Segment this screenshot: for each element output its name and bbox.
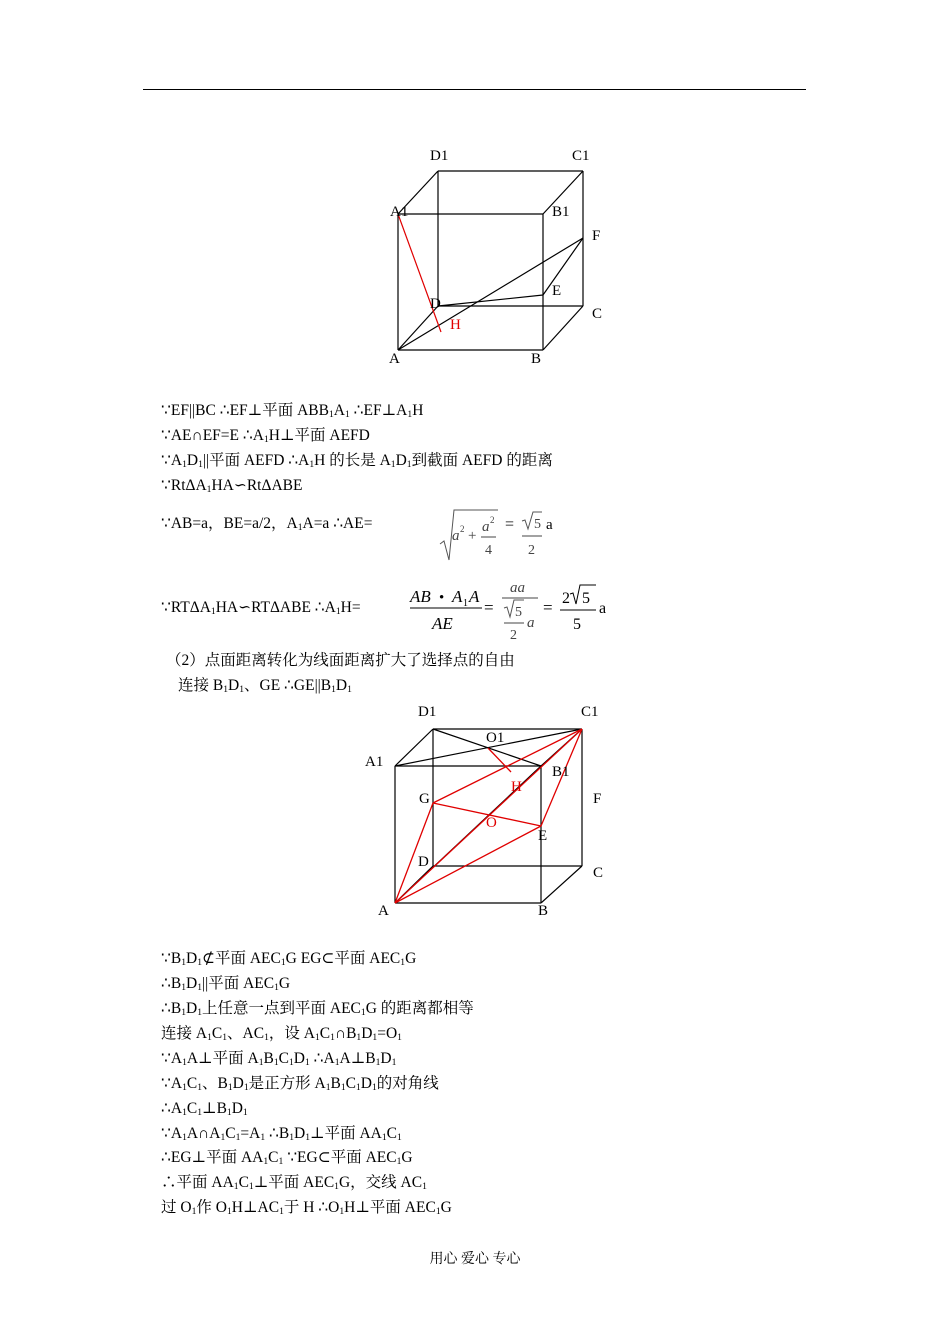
svg-text:+: + bbox=[468, 528, 477, 544]
subscript: 1 bbox=[391, 1056, 397, 1068]
text-run: ∵A bbox=[161, 452, 183, 469]
text-run: ∩B bbox=[334, 1025, 357, 1042]
subscript: 1 bbox=[334, 1056, 340, 1068]
subscript: 1 bbox=[207, 1031, 212, 1043]
text-run: G bbox=[405, 950, 417, 967]
text-run: 作 O bbox=[196, 1199, 227, 1216]
text-run: ⊥B bbox=[202, 1100, 227, 1117]
svg-text:2: 2 bbox=[528, 543, 535, 558]
proof2-line10 bbox=[161, 1173, 427, 1193]
text-run: ||平面 AEFD ∴A bbox=[202, 452, 310, 469]
subscript: 1 bbox=[274, 981, 279, 993]
text-run: D bbox=[361, 1025, 373, 1042]
subscript: 1 bbox=[375, 1056, 381, 1068]
svg-text:a: a bbox=[482, 519, 490, 535]
subscript: 1 bbox=[258, 1056, 264, 1068]
text-run: H 的长是 A bbox=[314, 452, 391, 469]
text-run: ，设 A bbox=[268, 1025, 315, 1042]
text-run: 、GE ∴GE||B bbox=[244, 677, 332, 694]
label-D1: D1 bbox=[418, 704, 437, 720]
svg-text:A: A bbox=[452, 587, 463, 606]
proof2-line2 bbox=[161, 974, 290, 994]
subscript: 1 bbox=[233, 1180, 239, 1192]
text-run: D bbox=[395, 452, 407, 469]
svg-text:5: 5 bbox=[534, 517, 541, 532]
subscript: 1 bbox=[356, 1031, 362, 1043]
subscript: 1 bbox=[226, 1205, 232, 1217]
subscript: 1 bbox=[197, 1106, 202, 1118]
proof1-line3 bbox=[161, 451, 553, 471]
subscript: 1 bbox=[182, 1081, 187, 1093]
subscript: 1 bbox=[334, 1180, 339, 1192]
text-run: ⊥平面 AA bbox=[310, 1125, 382, 1142]
label-B: B bbox=[538, 903, 549, 919]
text-run: C bbox=[211, 1025, 223, 1042]
text-run: ∵EG⊂平面 AEC bbox=[283, 1149, 397, 1166]
label-A: A bbox=[378, 903, 389, 919]
text-run: ∴平面 AA bbox=[161, 1174, 234, 1191]
text-run: D bbox=[186, 452, 199, 469]
subscript: 1 bbox=[181, 1006, 186, 1018]
text-run: 的对角线 bbox=[376, 1075, 439, 1092]
text-run: B bbox=[330, 1075, 341, 1092]
subscript: 1 bbox=[210, 605, 216, 617]
text-run: 过 O bbox=[161, 1199, 192, 1216]
text-run: 、B bbox=[202, 1075, 228, 1092]
label-D: D bbox=[418, 854, 429, 870]
subscript: 1 bbox=[223, 683, 229, 695]
proof2-line5 bbox=[161, 1049, 396, 1069]
text-run: C bbox=[186, 1100, 198, 1117]
text-run: D bbox=[335, 677, 348, 694]
proof2-line7 bbox=[161, 1099, 248, 1119]
label-D1: D1 bbox=[430, 148, 449, 164]
proof2-line11 bbox=[161, 1198, 452, 1218]
svg-text:a: a bbox=[599, 600, 607, 617]
subscript: 1 bbox=[397, 1031, 402, 1043]
text-run: B bbox=[263, 1050, 274, 1067]
proof2-line1 bbox=[161, 949, 416, 969]
text-run: ||平面 AEC bbox=[202, 975, 275, 992]
text-run: ∴B bbox=[265, 1125, 290, 1142]
proof1-line5 bbox=[161, 514, 372, 534]
text-run: 上任意一点到平面 AEC bbox=[202, 1000, 361, 1017]
subscript: 1 bbox=[390, 458, 396, 470]
subscript: 1 bbox=[197, 956, 202, 968]
subscript: 1 bbox=[400, 956, 406, 968]
page-footer: 用心 爱心 专心 bbox=[429, 1252, 521, 1267]
text-run: H⊥平面 AEC bbox=[344, 1199, 436, 1216]
label-B1: B1 bbox=[552, 204, 570, 220]
text-run: D bbox=[294, 1125, 306, 1142]
subscript: 1 bbox=[360, 1006, 366, 1018]
label-H: H bbox=[450, 317, 461, 333]
subscript: 1 bbox=[182, 1056, 187, 1068]
subscript: 1 bbox=[381, 1131, 387, 1143]
text-run: C bbox=[225, 1125, 236, 1142]
text-run: A=a ∴AE= bbox=[302, 515, 373, 532]
text-run: C bbox=[186, 1075, 198, 1092]
text-run: =O bbox=[377, 1025, 398, 1042]
subscript: 1 bbox=[182, 1131, 187, 1143]
equation-a1h bbox=[406, 577, 612, 647]
subscript: 1 bbox=[347, 683, 352, 695]
subscript: 1 bbox=[340, 1081, 346, 1093]
label-O1: O1 bbox=[486, 730, 505, 746]
subscript: 1 bbox=[422, 1180, 427, 1192]
subscript: 1 bbox=[305, 1131, 310, 1143]
subscript: 1 bbox=[328, 408, 334, 420]
subscript: 1 bbox=[197, 981, 202, 993]
label-F: F bbox=[592, 228, 601, 244]
equation-ae bbox=[438, 508, 568, 564]
svg-text:a: a bbox=[527, 615, 535, 631]
svg-text:2: 2 bbox=[510, 628, 517, 643]
text-run: ∵RTΔA bbox=[161, 599, 211, 616]
svg-text:A: A bbox=[469, 587, 480, 606]
proof1-line1 bbox=[161, 401, 423, 421]
text-run: 、AC bbox=[227, 1025, 265, 1042]
text-run: A∩A bbox=[186, 1125, 221, 1142]
subscript: 1 bbox=[197, 1006, 202, 1018]
text-run: C bbox=[278, 1050, 289, 1067]
text-run: ∵A bbox=[161, 1050, 183, 1067]
text-run: ∵RtΔA bbox=[161, 477, 207, 494]
proof2-line4 bbox=[161, 1024, 402, 1044]
svg-text:2: 2 bbox=[490, 515, 495, 525]
label-C: C bbox=[592, 306, 603, 322]
subscript: 1 bbox=[248, 1180, 254, 1192]
label-F: F bbox=[593, 791, 602, 807]
subscript: 1 bbox=[181, 981, 186, 993]
subscript: 1 bbox=[227, 1081, 233, 1093]
text-run: A⊥平面 A bbox=[186, 1050, 259, 1067]
text-run: D bbox=[228, 677, 240, 694]
text-run: D bbox=[186, 950, 198, 967]
svg-text:a: a bbox=[452, 528, 460, 544]
label-A1: A1 bbox=[390, 204, 409, 220]
label-C1: C1 bbox=[572, 148, 590, 164]
svg-text:5: 5 bbox=[515, 605, 522, 620]
label-B1: B1 bbox=[552, 764, 570, 780]
text-run: HA∽RTΔABE ∴A bbox=[215, 599, 336, 616]
subscript: 1 bbox=[279, 1205, 284, 1217]
text-run: H⊥平面 AEFD bbox=[268, 427, 370, 444]
label-E: E bbox=[538, 828, 548, 844]
text-run: D bbox=[186, 1000, 198, 1017]
proof2-line6 bbox=[161, 1074, 439, 1094]
proof2-line9 bbox=[161, 1148, 413, 1168]
proof1-line6 bbox=[161, 598, 361, 618]
svg-text:2: 2 bbox=[562, 590, 570, 607]
label-A1: A1 bbox=[365, 754, 384, 770]
subscript: 1 bbox=[264, 1031, 269, 1043]
subscript: 1 bbox=[304, 1056, 310, 1068]
svg-text:=: = bbox=[543, 598, 553, 617]
svg-text:=: = bbox=[484, 598, 494, 617]
text-run: ∵AB=a，BE=a/2，A bbox=[161, 515, 298, 532]
subscript: 1 bbox=[435, 1205, 441, 1217]
text-run: ∴EF⊥A bbox=[349, 402, 408, 419]
text-run: G，交线 AC bbox=[338, 1174, 423, 1191]
subscript: 1 bbox=[331, 683, 336, 695]
text-run: G 的距离都相等 bbox=[365, 1000, 474, 1017]
text-run: A⊥B bbox=[339, 1050, 376, 1067]
subscript: 1 bbox=[182, 1106, 187, 1118]
text-run: 于 H ∴O bbox=[283, 1199, 340, 1216]
text-run: 是正方形 A bbox=[248, 1075, 326, 1092]
text-run: 连接 A bbox=[161, 1025, 208, 1042]
text-run: ∴B bbox=[161, 975, 182, 992]
text-run: HA∽RtΔABE bbox=[211, 477, 303, 494]
subscript: 1 bbox=[242, 1106, 248, 1118]
subscript: 1 bbox=[222, 1031, 228, 1043]
label-C1: C1 bbox=[581, 704, 599, 720]
subscript: 1 bbox=[314, 1031, 320, 1043]
svg-text:AE: AE bbox=[432, 614, 453, 633]
text-run: 到截面 AEFD 的距离 bbox=[411, 452, 553, 469]
text-run: D bbox=[380, 1050, 392, 1067]
text-run: D bbox=[360, 1075, 372, 1092]
text-run: ∵EF||BC ∴EF⊥平面 ABB bbox=[161, 402, 329, 419]
proof1-line4 bbox=[161, 476, 302, 496]
subscript: 1 bbox=[407, 408, 413, 420]
svg-text:1: 1 bbox=[463, 598, 468, 609]
text-run: ∴A bbox=[161, 1100, 183, 1117]
subscript: 1 bbox=[226, 1106, 232, 1118]
text-run: G bbox=[440, 1199, 452, 1216]
label-D: D bbox=[430, 296, 441, 312]
svg-text:=: = bbox=[505, 516, 515, 533]
label-O: O bbox=[486, 815, 497, 831]
subscript: 1 bbox=[330, 1031, 335, 1043]
subscript: 1 bbox=[396, 1131, 402, 1143]
subscript: 1 bbox=[191, 1205, 197, 1217]
subscript: 1 bbox=[344, 408, 350, 420]
part2-title: （2）点面距离转化为线面距离扩大了选择点的自由 bbox=[166, 652, 515, 669]
svg-text:•: • bbox=[439, 590, 445, 606]
text-run: ⊄平面 AEC bbox=[202, 950, 281, 967]
text-run: ∴B bbox=[161, 1000, 182, 1017]
subscript: 1 bbox=[182, 458, 187, 470]
proof1-line2 bbox=[161, 426, 370, 446]
text-run: D bbox=[186, 975, 198, 992]
subscript: 1 bbox=[239, 683, 245, 695]
subscript: 1 bbox=[356, 1081, 361, 1093]
subscript: 1 bbox=[339, 1205, 345, 1217]
text-run: G bbox=[278, 975, 291, 992]
text-run: C bbox=[268, 1149, 279, 1166]
svg-text:2: 2 bbox=[460, 524, 465, 534]
label-E: E bbox=[552, 283, 562, 299]
svg-text:4: 4 bbox=[485, 543, 492, 558]
text-run: ∵AE∩EF=E ∴A bbox=[161, 427, 264, 444]
svg-text:aa: aa bbox=[510, 580, 525, 596]
subscript: 1 bbox=[335, 605, 341, 617]
proof2-line3 bbox=[161, 999, 474, 1019]
text-run: ∴A bbox=[309, 1050, 335, 1067]
subscript: 1 bbox=[372, 1031, 378, 1043]
svg-text:AB: AB bbox=[410, 587, 431, 606]
text-run: C bbox=[345, 1075, 356, 1092]
subscript: 1 bbox=[235, 1131, 241, 1143]
text-run: =A bbox=[240, 1125, 261, 1142]
text-run: ∵A bbox=[161, 1075, 183, 1092]
subscript: 1 bbox=[198, 458, 203, 470]
subscript: 1 bbox=[372, 1081, 377, 1093]
subscript: 1 bbox=[280, 956, 286, 968]
text-run: C bbox=[238, 1174, 249, 1191]
text-run: ∵B bbox=[161, 950, 182, 967]
subscript: 1 bbox=[288, 1056, 294, 1068]
subscript: 1 bbox=[406, 458, 412, 470]
text-run: G EG⊂平面 AEC bbox=[285, 950, 401, 967]
label-G: G bbox=[419, 791, 430, 807]
figure-1-cube bbox=[370, 140, 620, 375]
text-run: 连接 B bbox=[178, 677, 224, 694]
subscript: 1 bbox=[396, 1155, 402, 1167]
subscript: 1 bbox=[278, 1155, 284, 1167]
proof2-line8 bbox=[161, 1124, 402, 1144]
label-C: C bbox=[593, 865, 604, 881]
label-H: H bbox=[511, 779, 522, 795]
subscript: 1 bbox=[297, 521, 303, 533]
text-run: A bbox=[333, 402, 345, 419]
text-run: ∵A bbox=[161, 1125, 183, 1142]
subscript: 1 bbox=[309, 458, 315, 470]
subscript: 1 bbox=[263, 1155, 269, 1167]
text-run: G bbox=[401, 1149, 413, 1166]
subscript: 1 bbox=[243, 1081, 249, 1093]
header-rule bbox=[143, 89, 806, 90]
text-run: H= bbox=[340, 599, 361, 616]
label-A: A bbox=[389, 351, 400, 367]
text-run: ∴EG⊥平面 AA bbox=[161, 1149, 264, 1166]
text-run: C bbox=[386, 1125, 397, 1142]
figure-2-cube bbox=[360, 697, 616, 922]
part2-connect bbox=[178, 676, 352, 696]
text-run: ⊥平面 AEC bbox=[253, 1174, 335, 1191]
text-run: D bbox=[293, 1050, 305, 1067]
svg-text:5: 5 bbox=[582, 590, 590, 607]
text-run: H⊥AC bbox=[231, 1199, 280, 1216]
subscript: 1 bbox=[273, 1056, 279, 1068]
text-run: C bbox=[319, 1025, 331, 1042]
subscript: 1 bbox=[181, 956, 186, 968]
subscript: 1 bbox=[325, 1081, 331, 1093]
subscript: 1 bbox=[220, 1131, 226, 1143]
svg-text:5: 5 bbox=[573, 616, 581, 633]
subscript: 1 bbox=[197, 1081, 202, 1093]
subscript: 1 bbox=[206, 483, 212, 495]
svg-text:a: a bbox=[546, 517, 553, 533]
subscript: 1 bbox=[289, 1131, 294, 1143]
text-run: H bbox=[412, 402, 424, 419]
text-run: D bbox=[231, 1100, 243, 1117]
text-run: D bbox=[232, 1075, 244, 1092]
label-B: B bbox=[531, 351, 542, 367]
subscript: 1 bbox=[260, 1131, 266, 1143]
subscript: 1 bbox=[263, 433, 269, 445]
